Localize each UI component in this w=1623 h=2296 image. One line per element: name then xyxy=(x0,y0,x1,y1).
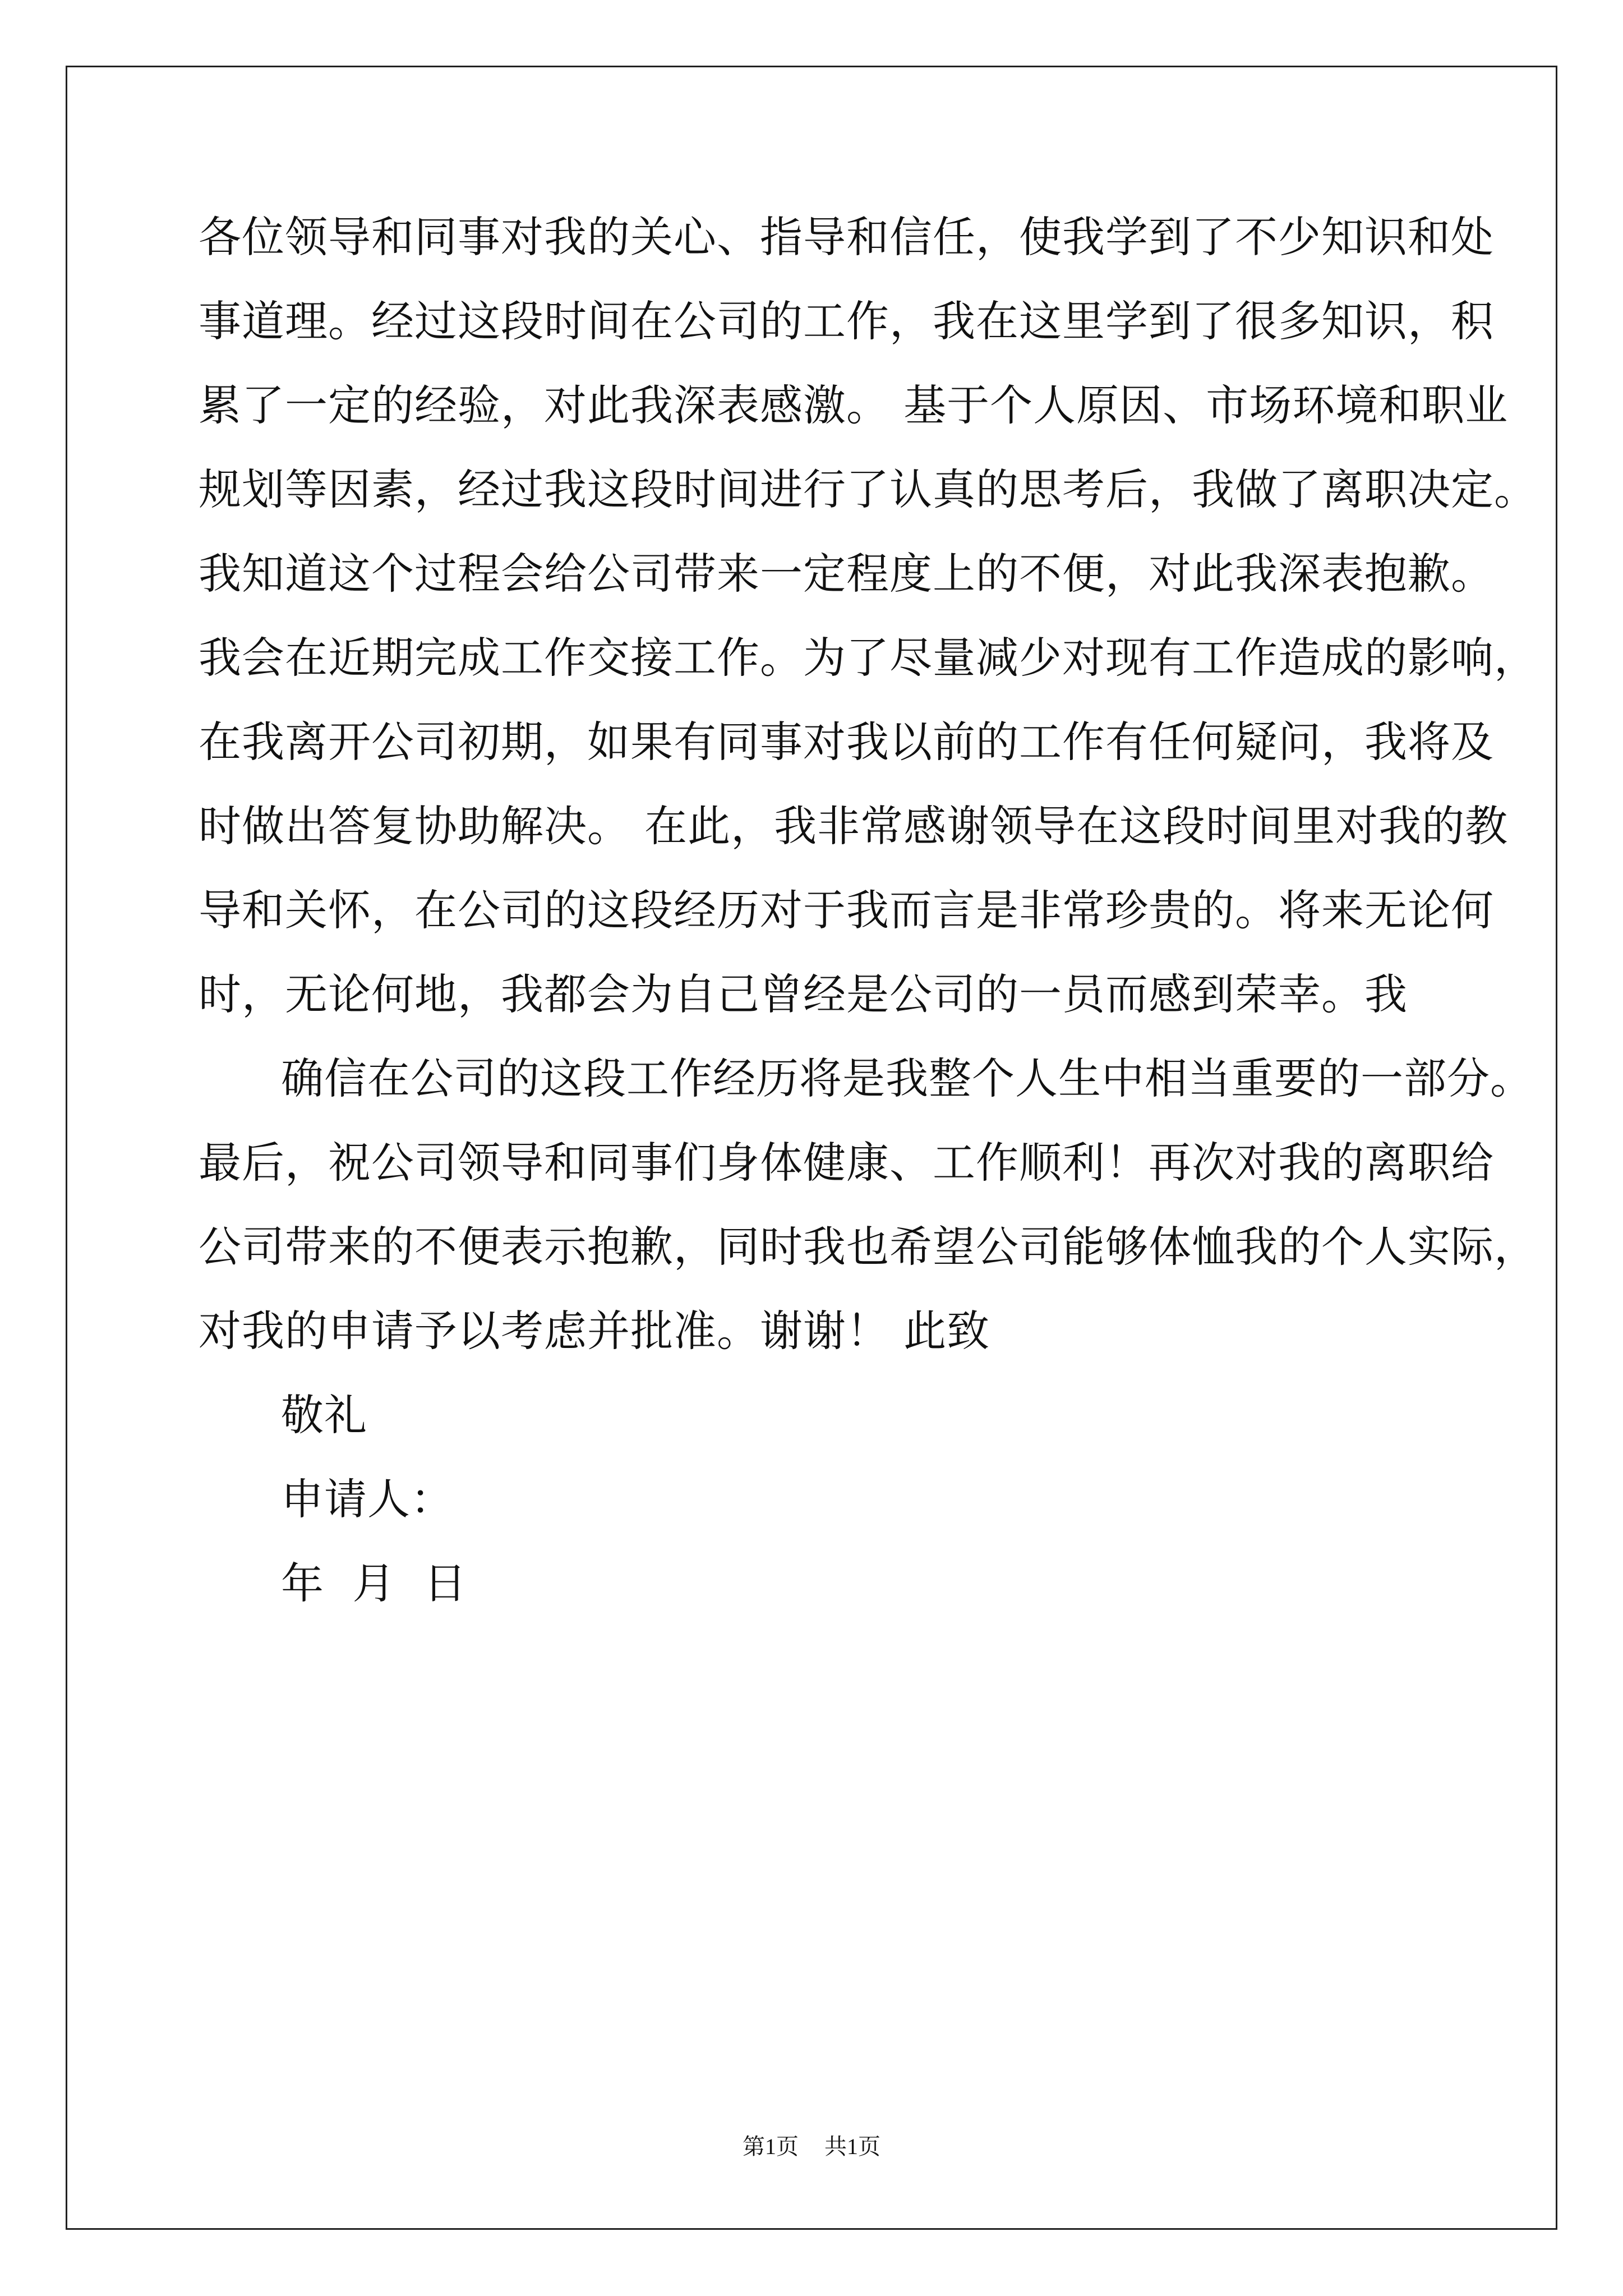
text-line: 最后，祝公司领导和同事们身体健康、工作顺利！再次对我的离职给 xyxy=(199,1138,1494,1188)
applicant-label: 申请人： xyxy=(281,1474,454,1524)
page-total-label: 共1页 xyxy=(824,2134,880,2159)
date-line: 年 月 日 xyxy=(281,1558,467,1608)
text-line: 确信在公司的这段工作经历将是我整个人生中相当重要的一部分。 xyxy=(281,1053,1533,1103)
text-line: 导和关怀，在公司的这段经历对于我而言是非常珍贵的。将来无论何 xyxy=(199,885,1494,935)
text-line: 累了一定的经验，对此我深表感激。 基于个人原因、市场环境和职业 xyxy=(199,380,1509,430)
text-line: 我会在近期完成工作交接工作。为了尽量减少对现有工作造成的影响， xyxy=(199,633,1537,683)
text-line: 时，无论何地，我都会为自己曾经是公司的一员而感到荣幸。我 xyxy=(199,969,1408,1019)
text-line: 事道理。经过这段时间在公司的工作，我在这里学到了很多知识，积 xyxy=(199,296,1494,346)
text-line: 对我的申请予以考虑并批准。谢谢！ 此致 xyxy=(199,1306,990,1356)
salutation-closing: 敬礼 xyxy=(281,1390,367,1440)
text-line: 在我离开公司初期，如果有同事对我以前的工作有任何疑问，我将及 xyxy=(199,717,1494,767)
text-line: 时做出答复协助解决。 在此，我非常感谢领导在这段时间里对我的教 xyxy=(199,801,1509,851)
text-line: 公司带来的不便表示抱歉，同时我也希望公司能够体恤我的个人实际， xyxy=(199,1222,1537,1272)
page-footer xyxy=(0,2129,1623,2161)
text-line: 各位领导和同事对我的关心、指导和信任，使我学到了不少知识和处 xyxy=(199,212,1494,262)
page-current-label: 第1页 xyxy=(743,2134,799,2159)
text-line: 规划等因素，经过我这段时间进行了认真的思考后，我做了离职决定。 xyxy=(199,464,1537,514)
letter-body xyxy=(199,212,1537,1646)
text-line: 我知道这个过程会给公司带来一定程度上的不便，对此我深表抱歉。 xyxy=(199,549,1494,599)
